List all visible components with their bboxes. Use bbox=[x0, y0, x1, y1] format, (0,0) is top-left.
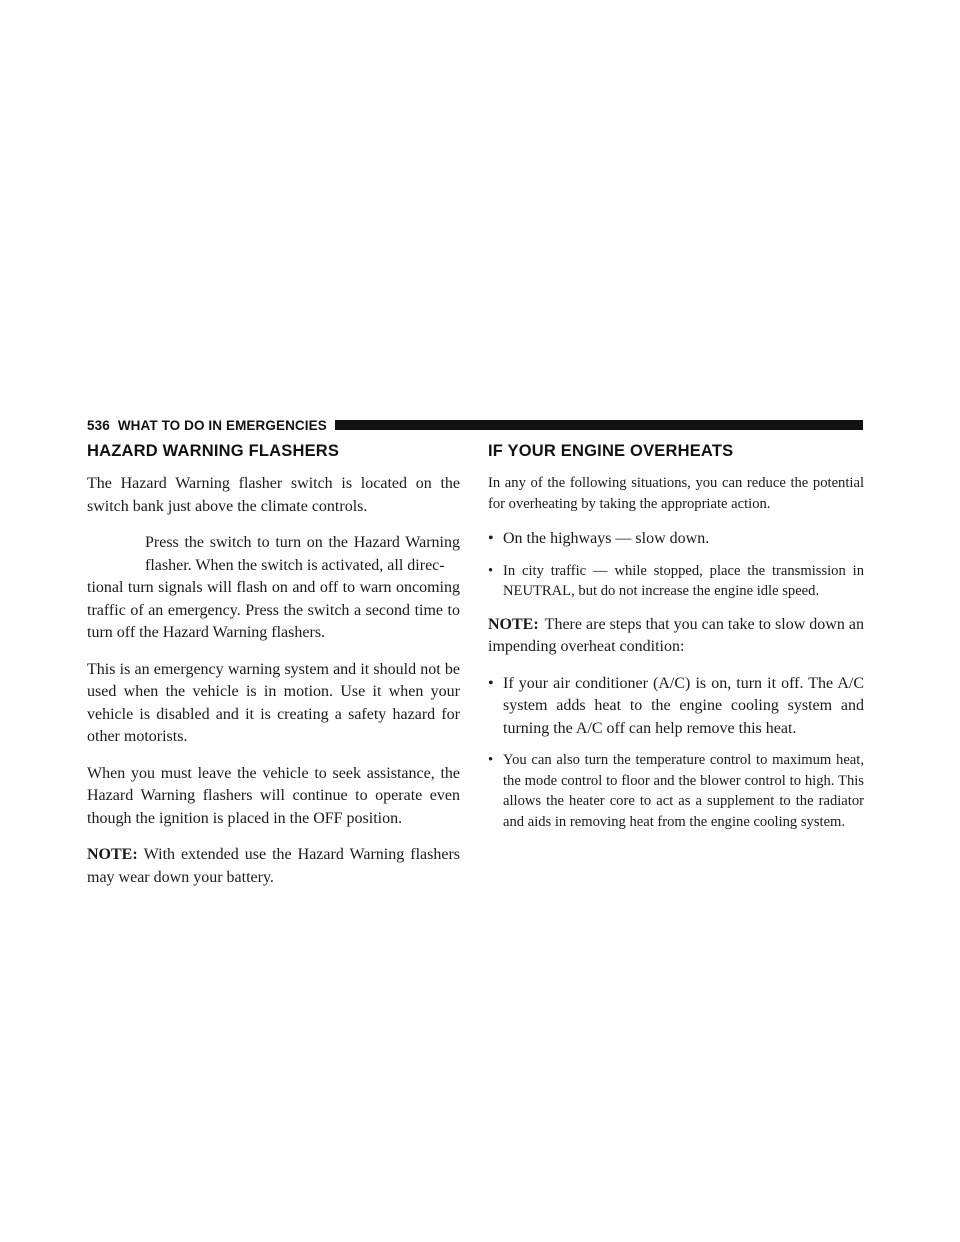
bullet-icon: • bbox=[488, 530, 494, 547]
note-text: With extended use the Hazard Warning flashers may wear down your battery. bbox=[87, 846, 460, 886]
overheat-heading: IF YOUR ENGINE OVERHEATS bbox=[488, 442, 734, 460]
list-item bbox=[488, 561, 864, 602]
hazard-paragraph-2 bbox=[87, 532, 460, 645]
bullet-icon: • bbox=[488, 674, 494, 692]
right-column bbox=[488, 442, 864, 844]
note-label: NOTE: bbox=[87, 846, 138, 863]
list-item-text: You can also turn the temperature control to maximum heat, the mode control to floor and the blower control to high. This allows the heater core to act as a supplement to the radiator and aids in removing heat from the engine cooling system. bbox=[503, 752, 864, 830]
page-number: 536 bbox=[87, 417, 110, 433]
overheat-intro: In any of the following situations, you can reduce the potential for overheating by taking the appropriate action. bbox=[488, 475, 864, 512]
hazard-warning-icon bbox=[89, 534, 133, 574]
list-item bbox=[488, 673, 864, 741]
page-header bbox=[87, 416, 863, 434]
list-item bbox=[488, 750, 864, 832]
hazard-paragraph-2-indented: Press the switch to turn on the Hazard Warning flasher. When the switch is activated, all direc- bbox=[145, 534, 460, 574]
hazard-paragraph-4: When you must leave the vehicle to seek assistance, the Hazard Warning flashers will continue to operate even though the ignition is placed in the OFF position. bbox=[87, 764, 460, 827]
overheat-note bbox=[488, 614, 864, 659]
list-item bbox=[488, 528, 864, 551]
note-text: There are steps that you can take to slow down an impending overheat condition: bbox=[488, 615, 864, 655]
hazard-heading: HAZARD WARNING FLASHERS bbox=[87, 442, 340, 460]
list-item-text: If your air conditioner (A/C) is on, turn it off. The A/C system adds heat to the engine cooling system and turning the A/C off can help remove this heat. bbox=[503, 674, 864, 737]
hazard-paragraph-3: This is an emergency warning system and it should not be used when the vehicle is in motion. Use it when your vehicle is disabled and it is creating a safety hazard for other motorists. bbox=[87, 660, 460, 745]
overheat-list-1 bbox=[488, 528, 864, 602]
hazard-note bbox=[87, 844, 460, 889]
bullet-icon: • bbox=[488, 562, 494, 579]
list-item-text: In city traffic — while stopped, place the transmission in NEUTRAL, but do not increase the engine idle speed. bbox=[503, 562, 864, 599]
section-title: WHAT TO DO IN EMERGENCIES bbox=[117, 417, 327, 433]
note-label: NOTE: bbox=[488, 615, 539, 633]
hazard-paragraph-2-rest: tional turn signals will flash on and off to warn oncoming traffic of an emergency. Press the switch a second time to turn off the Hazard Warning flashers. bbox=[87, 579, 460, 641]
bullet-icon: • bbox=[488, 752, 494, 768]
list-item-text: On the highways — slow down. bbox=[503, 530, 710, 547]
hazard-paragraph-1: The Hazard Warning flasher switch is located on the switch bank just above the climate controls. bbox=[87, 475, 460, 515]
left-column bbox=[87, 442, 460, 903]
header-rule bbox=[335, 420, 863, 430]
overheat-list-2 bbox=[488, 673, 864, 833]
